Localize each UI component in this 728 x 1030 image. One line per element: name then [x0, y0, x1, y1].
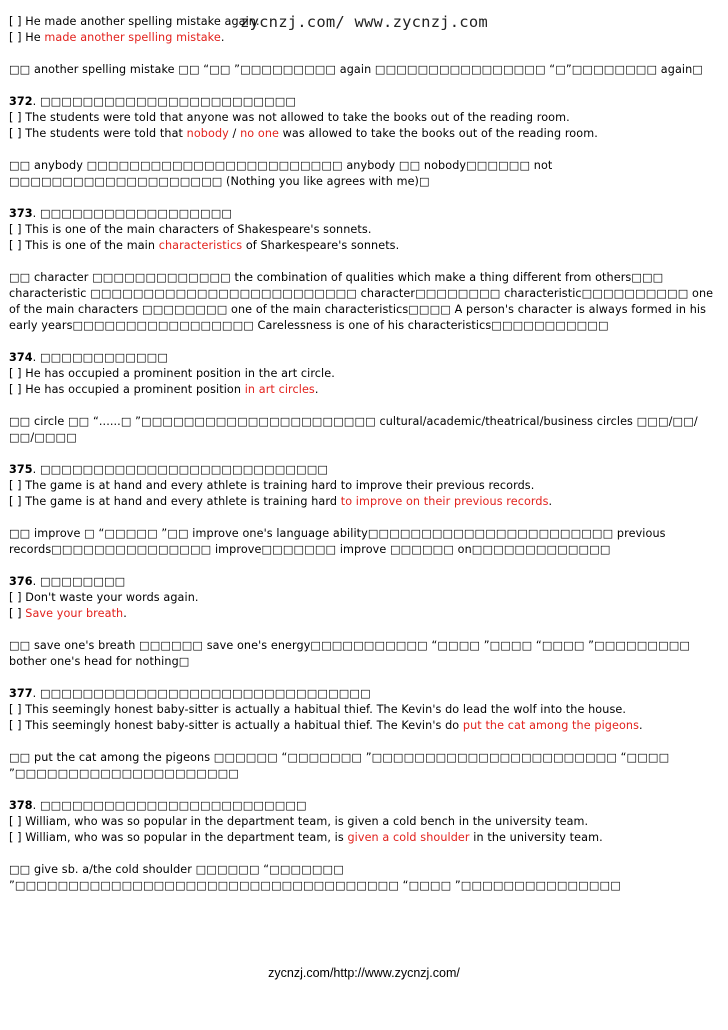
- entry-list: [9, 78, 721, 894]
- right-label: [ ]: [9, 31, 22, 44]
- entry-376: [9, 558, 721, 670]
- right-sentence: [9, 830, 721, 846]
- right-text-end: .: [639, 719, 643, 732]
- right-label: [ ]: [9, 127, 22, 140]
- entry-number: 374: [9, 351, 33, 364]
- entry-378: [9, 782, 721, 894]
- entry-title: [9, 462, 721, 478]
- wrong-text: Don't waste your words again.: [25, 591, 199, 604]
- right-text-end: was allowed to take the books out of the reading room.: [279, 127, 598, 140]
- right-text: The students were told that: [25, 127, 187, 140]
- explanation: □□ improve □ “□□□□□ ”□□ improve one's language ability□□□□□□□□□□□□□□□□□□□□□□□ previous records□□□□□□□□□□□□□□□ improve□□□□□□□ improve □□□□□□ on□□□□□□□□□□□□□: [9, 527, 666, 556]
- right-sentence: [9, 126, 721, 142]
- right-text-mid: /: [228, 127, 241, 140]
- wrong-label: [ ]: [9, 591, 22, 604]
- wrong-label: [ ]: [9, 479, 22, 492]
- entry-title: [9, 206, 721, 222]
- right-text: He has occupied a prominent position: [25, 383, 245, 396]
- explanation: □□ anybody □□□□□□□□□□□□□□□□□□□□□□□□ anybody □□ nobody□□□□□□ not □□□□□□□□□□□□□□□□□□□□ (Nothing you like agrees with me)□: [9, 159, 553, 188]
- entry-title-text: . □□□□□□□□□□□□□□□□□□□□□□□□□: [32, 799, 307, 812]
- explanation: □□ put the cat among the pigeons □□□□□□ “□□□□□□□ ”□□□□□□□□□□□□□□□□□□□□□□□ “□□□□ ”□□□□□□□□□□□□□□□□□□□□□: [9, 751, 670, 780]
- correction-highlight: given a cold shoulder: [347, 831, 470, 844]
- right-sentence: [9, 606, 721, 622]
- right-sentence: [9, 718, 721, 734]
- wrong-label: [ ]: [9, 15, 22, 28]
- wrong-sentence: [9, 366, 721, 382]
- right-sentence: [9, 494, 721, 510]
- wrong-label: [ ]: [9, 703, 22, 716]
- entry-title-text: . □□□□□□□□□□□□□□□□□□□□□□□□□□□□□□□: [32, 687, 371, 700]
- correction-highlight: nobody: [186, 127, 229, 140]
- right-text-end: .: [314, 383, 319, 396]
- entry-title: [9, 798, 721, 814]
- wrong-sentence: [9, 590, 721, 606]
- explanation: □□ save one's breath □□□□□□ save one's energy□□□□□□□□□□□ “□□□□ ”□□□□ “□□□□ ”□□□□□□□□□ bother one's head for nothing□: [9, 639, 691, 668]
- right-label: [ ]: [9, 719, 22, 732]
- correction-highlight: in art circles: [244, 383, 315, 396]
- entry-title-text: . □□□□□□□□□□□□□□□□□□□□□□□□□□□: [32, 463, 329, 476]
- watermark-top: zycnzj.com/ www.zycnzj.com: [240, 13, 488, 31]
- wrong-sentence: [9, 478, 721, 494]
- right-text: The game is at hand and every athlete is training hard: [25, 495, 341, 508]
- correction-highlight: made another spelling mistake: [44, 31, 221, 44]
- entry-372: [9, 78, 721, 190]
- right-text-end: .: [123, 607, 127, 620]
- entry-number: 375: [9, 463, 33, 476]
- wrong-text: This seemingly honest baby-sitter is actually a habitual thief. The Kevin's do lead the wolf into the house.: [25, 703, 627, 716]
- entry-number: 376: [9, 575, 33, 588]
- right-text: William, who was so popular in the department team, is: [25, 831, 348, 844]
- wrong-sentence: [9, 702, 721, 718]
- entry-number: 373: [9, 207, 33, 220]
- right-text: He: [25, 31, 45, 44]
- explanation: □□ circle □□ “......□ ”□□□□□□□□□□□□□□□□□□□□□□ cultural/academic/theatrical/business circles □□□/□□/□□/□□□□: [9, 415, 698, 444]
- entry-number: 378: [9, 799, 33, 812]
- entry-377: [9, 670, 721, 782]
- entry-number: 372: [9, 95, 33, 108]
- entry-title: [9, 574, 721, 590]
- document-body: [9, 14, 721, 894]
- correction-highlight: put the cat among the pigeons: [462, 719, 640, 732]
- right-text-end: in the university team.: [469, 831, 603, 844]
- right-text-end: .: [548, 495, 553, 508]
- right-text-end: .: [220, 31, 225, 44]
- wrong-sentence: [9, 814, 721, 830]
- right-label: [ ]: [9, 495, 22, 508]
- wrong-label: [ ]: [9, 367, 22, 380]
- right-sentence: [9, 382, 721, 398]
- right-text-end: of Sharkespeare's sonnets.: [242, 239, 400, 252]
- correction-highlight-alt: no one: [240, 127, 279, 140]
- right-text: This is one of the main: [25, 239, 159, 252]
- right-label: [ ]: [9, 239, 22, 252]
- wrong-text: The game is at hand and every athlete is training hard to improve their previous records.: [25, 479, 535, 492]
- right-sentence: [9, 238, 721, 254]
- entry-title: [9, 94, 721, 110]
- entry-title-text: . □□□□□□□□□□□□□□□□□□: [32, 207, 233, 220]
- entry-374: [9, 334, 721, 446]
- entry-title: [9, 350, 721, 366]
- explanation: □□ give sb. a/the cold shoulder □□□□□□ “□□□□□□□ ”□□□□□□□□□□□□□□□□□□□□□□□□□□□□□□□□□□□□ “□□□□ ”□□□□□□□□□□□□□□□: [9, 863, 621, 892]
- wrong-text: He made another spelling mistake again.: [25, 15, 260, 28]
- entry-375: [9, 446, 721, 558]
- entry-title: [9, 686, 721, 702]
- wrong-text: He has occupied a prominent position in the art circle.: [25, 367, 335, 380]
- right-label: [ ]: [9, 607, 22, 620]
- wrong-sentence: [9, 110, 721, 126]
- entry-title-text: . □□□□□□□□□□□□□□□□□□□□□□□□: [32, 95, 297, 108]
- wrong-sentence: [9, 14, 721, 30]
- entry-number: 377: [9, 687, 33, 700]
- entry-title-text: . □□□□□□□□□□□□: [32, 351, 169, 364]
- explanation: □□ character □□□□□□□□□□□□□ the combination of qualities which make a thing different from others□□□ characteristic □□□□□□□□□□□□□□□□□□□□□□□□□ character□□□□□□□□ characteristic□□□□□□□□□□ one of the main characters □□□□□□□□ one of the main characteristics□□□□ A person's character is always formed in his early years□□□□□□□□□□□□□□□□□ Carelessness is one of his characteristics□□□□□□□□□□□: [9, 271, 714, 332]
- wrong-label: [ ]: [9, 111, 22, 124]
- wrong-text: This is one of the main characters of Shakespeare's sonnets.: [25, 223, 372, 236]
- correction-highlight: characteristics: [158, 239, 243, 252]
- explanation: □□ another spelling mistake □□ “□□ ”□□□□□□□□□ again □□□□□□□□□□□□□□□□ “□”□□□□□□□□ again□: [9, 63, 703, 76]
- right-label: [ ]: [9, 383, 22, 396]
- wrong-label: [ ]: [9, 223, 22, 236]
- watermark-bottom: zycnzj.com/http://www.zycnzj.com/: [268, 966, 460, 980]
- wrong-text: William, who was so popular in the department team, is given a cold bench in the university team.: [25, 815, 589, 828]
- wrong-text: The students were told that anyone was not allowed to take the books out of the reading room.: [25, 111, 570, 124]
- entry-title-text: . □□□□□□□□: [32, 575, 126, 588]
- correction-highlight: Save your breath: [25, 607, 124, 620]
- entry-373: [9, 190, 721, 334]
- right-label: [ ]: [9, 831, 22, 844]
- intro-entry: [9, 14, 721, 78]
- right-text: This seemingly honest baby-sitter is actually a habitual thief. The Kevin's do: [25, 719, 463, 732]
- right-sentence: [9, 30, 721, 46]
- wrong-sentence: [9, 222, 721, 238]
- wrong-label: [ ]: [9, 815, 22, 828]
- correction-highlight: to improve on their previous records: [340, 495, 549, 508]
